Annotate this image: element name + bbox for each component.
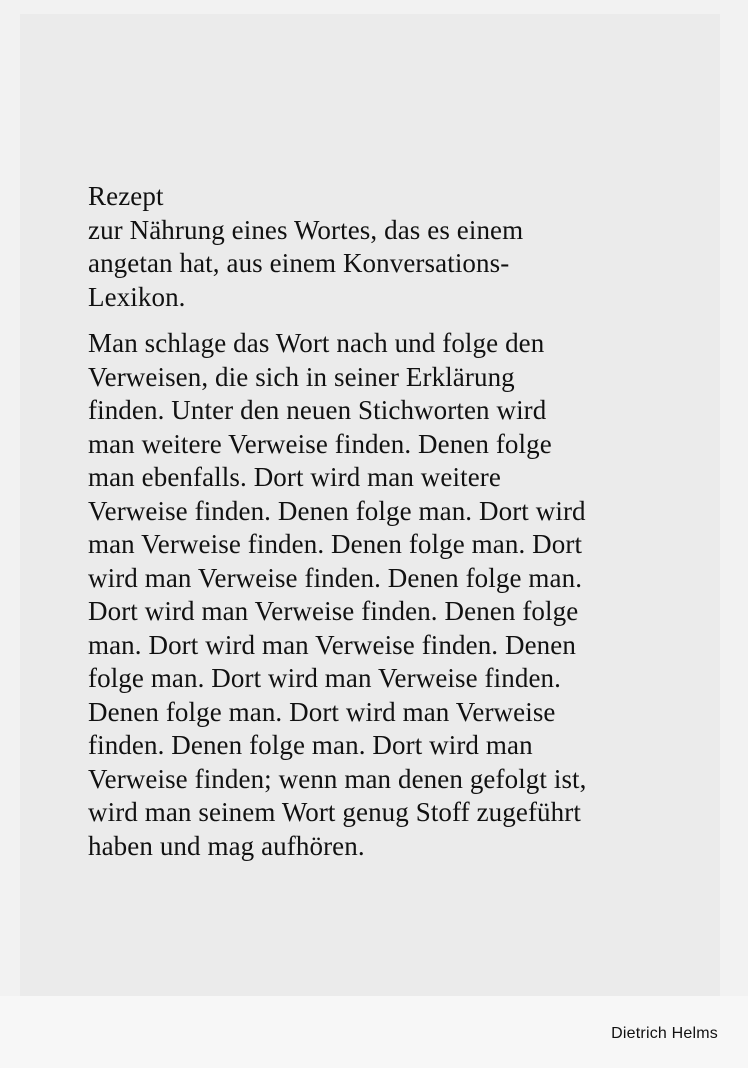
- body-line: man ebenfalls. Dort wird man weitere: [88, 462, 501, 492]
- body-line: Verweise finden; wenn man denen gefolgt ist,: [88, 763, 587, 794]
- body-line: haben und mag aufhören.: [88, 830, 365, 861]
- body-line: Dort wird man Verweise finden. Denen folge: [88, 596, 579, 626]
- heading-line: zur Nährung eines Wortes, das es einem: [88, 214, 524, 245]
- body-line: Man schlage das Wort nach und folge den: [88, 328, 545, 358]
- body-line: finden. Unter den neuen Stichworten wird: [88, 395, 547, 425]
- paragraph-gap: [88, 314, 648, 327]
- body-line: man. Dort wird man Verweise finden. Denen: [88, 629, 576, 660]
- body-line: wird man Verweise finden. Denen folge man.: [88, 562, 583, 593]
- body-line: wird man seinem Wort genug Stoff zugeführt: [88, 797, 581, 827]
- poem-text-block: [88, 180, 648, 863]
- heading-line: Rezept: [88, 181, 164, 211]
- body-line: man weitere Verweise finden. Denen folge: [88, 428, 552, 459]
- body-line: finden. Denen folge man. Dort wird man: [88, 730, 533, 760]
- body-line: Verweise finden. Denen folge man. Dort wird: [88, 495, 586, 526]
- heading-line: angetan hat, aus einem Konversations-: [88, 248, 510, 278]
- body-line: man Verweise finden. Denen folge man. Dort: [88, 529, 583, 559]
- body-line: Verweisen, die sich in seiner Erklärung: [88, 361, 515, 392]
- author-name: Dietrich Helms: [611, 1025, 718, 1042]
- body-line: folge man. Dort wird man Verweise finden.: [88, 663, 561, 693]
- body-line: Denen folge man. Dort wird man Verweise: [88, 696, 556, 727]
- heading-line: Lexikon.: [88, 281, 186, 312]
